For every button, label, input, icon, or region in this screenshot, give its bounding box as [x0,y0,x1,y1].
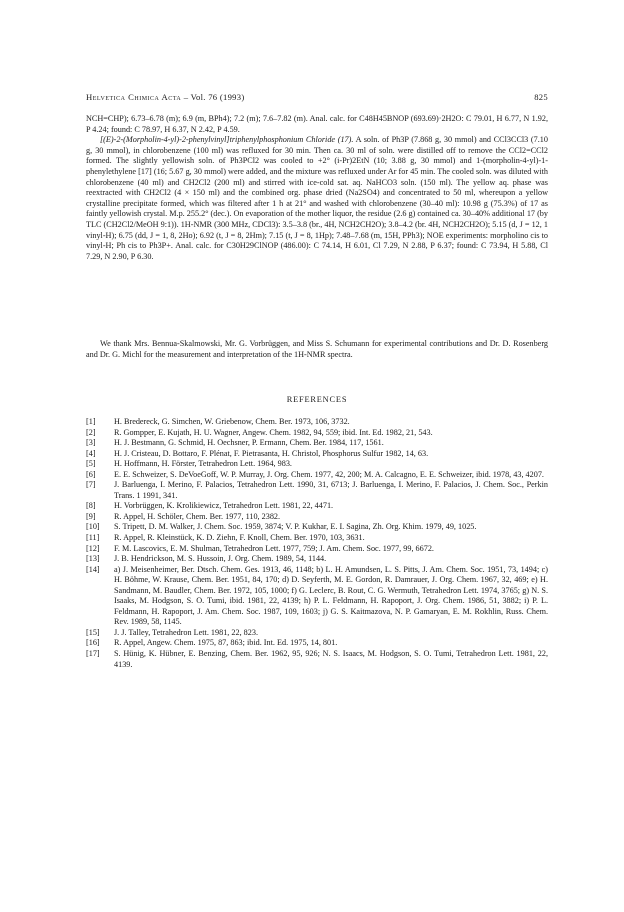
references-heading: REFERENCES [286,395,348,404]
reference-number: [17] [86,649,100,659]
reference-item [86,628,548,639]
reference-text: E. E. Schweizer, S. DeVoeGoff, W. P. Murray, J. Org. Chem. 1977, 42, 200; M. A. Calcagno, E. E. Schweizer, ibid. 1978, 43, 4207. [114,469,544,479]
reference-number: [15] [86,627,100,637]
reference-text: S. Hünig, K. Hübner, E. Benzing, Chem. Ber. 1962, 95, 926; N. S. Isaacs, M. Hodgson, S. O. Tumi, Tetrahedron Lett. 1981, 22, 4139. [114,649,548,669]
journal-name: Helvetica Chimica Acta [86,92,182,102]
reference-number: [12] [86,543,100,553]
reference-text: J. B. Hendrickson, M. S. Hussoin, J. Org. Chem. 1989, 54, 1144. [114,554,327,564]
reference-item [86,649,548,670]
reference-number: [14] [86,564,100,574]
reference-number: [3] [86,438,96,448]
reference-text: H. Bredereck, G. Simchen, W. Griebenow, Chem. Ber. 1973, 106, 3732. [114,417,350,426]
reference-number: [1] [86,417,96,426]
acknowledgement: We thank Mrs. Bennua-Skalmowski, Mr. G. Vorbrüggen, and Miss S. Schumann for experimental contributions and Dr. D. Rosenberg and Dr. G. Michl for the measurement and interpretation of the 1H-NMR spectra. [86,339,548,359]
reference-item [86,522,548,533]
analysis-continuation: NCH=CHP); 6.73–6.78 (m); 6.9 (m, BPh4); 7.2 (m); 7.6–7.82 (m). Anal. calc. for C48H45BNOP (693.69)·2H2O: C 79.01, H 6.77, N 1.92, P 4.24; found: C 78.97, H 6.37, N 2.42, P 4.59. [86,114,548,134]
references-list [86,417,548,670]
reference-item [86,512,548,523]
reference-number: [9] [86,511,96,521]
reference-text: R. Appel, R. Kleinstück, K. D. Ziehn, F. Knoll, Chem. Ber. 1970, 103, 3631. [114,533,365,543]
reference-item [86,428,548,439]
reference-text: R. Appel, H. Schöler, Chem. Ber. 1977, 110, 2382. [114,511,281,521]
reference-text: F. M. Lascovics, E. M. Shulman, Tetrahedron Lett. 1977, 759; J. Am. Chem. Soc. 1977, 99, 6672. [114,543,434,553]
reference-item [86,554,548,565]
reference-item [86,533,548,544]
reference-item [86,480,548,501]
reference-item [86,638,548,649]
reference-text: R. Appel, Angew. Chem. 1975, 87, 863; ibid. Int. Ed. 1975, 14, 801. [114,638,338,648]
reference-item [86,417,548,428]
compound-procedure [86,135,548,262]
reference-number: [5] [86,459,96,469]
reference-text: J. J. Talley, Tetrahedron Lett. 1981, 22, 823. [114,627,259,637]
reference-text: H. Hoffmann, H. Förster, Tetrahedron Lett. 1964, 983. [114,459,292,469]
reference-number: [2] [86,427,96,437]
procedure-text: A soln. of Ph3P (7.868 g, 30 mmol) and CCl3CCl3 (7.10 g, 30 mmol), in chlorobenzene (100 ml) was refluxed for 30 min. Then ca. 30 ml of soln. were distilled off to remove the CCl2=CCl2 formed. The slightly yellowish soln. of Ph3PCl2 was cooled to +2° (i-Pr)2EtN (10; 3.88 g, 30 mmol) and 1-(morpholin-4-yl)-1-phenylethylene [17] (16; 5.67 g, 30 mmol) were added, and the mixture was refluxed under Ar for 45 min. The cooled soln. was diluted with chlorobenzene (40 ml) and CH2Cl2 (200 ml) and stirred with ice-cold sat. aq. NaHCO3 soln. (150 ml). The yellow aq. phase was reextracted with CH2Cl2 (4 × 150 ml) and the combined org. phase dried (Na2SO4) and concentrated to 50 ml, whereupon a yellow crystalline precipitate formed, which was filtered after 1 h at 21° and washed with chlorobenzene (30–40 ml): 10.98 g (75.3%) of 17 as faintly yellowish crystal. M.p. 255.2° (dec.). On evaporation of the mother liquor, the residue (2.6 g) contained ca. 30–40% additional 17 (by TLC (CH2Cl2/MeOH 9:1)). 1H-NMR (300 MHz, CDCl3): 3.5–3.8 (br., 4H, NCH2CH2O); 3.8–4.2 (br. 4H, NCH2CH2O); 5.15 (d, J = 12, 1 vinyl-H); 6.75 (dd, J = 1, 8, 2Ho); 6.92 (t, J = 8, 2Hm); 7.15 (t, J = 8, 1Hp); 7.48–7.68 (m, 15H, PPh3); NOE experiments: morpholino cis to vinyl-H; Ph cis to Ph3P+. Anal. calc. for C30H29ClNOP (486.00): C 74.14, H 6.01, Cl 7.29, N 2.88, P 6.37; found: C 73.94, H 5.88, Cl 7.29, N 2.90, P 6.30. [86,135,548,261]
reference-text: J. Barluenga, I. Merino, F. Palacios, Tetrahedron Lett. 1990, 31, 6713; J. Barluenga, I. Merino, F. Palacios, J. Chem. Soc., Perkin Trans. 1 1991, 341. [114,480,548,500]
reference-number: [6] [86,469,96,479]
reference-text: H. Vorbrüggen, K. Krolikiewicz, Tetrahedron Lett. 1981, 22, 4471. [114,501,334,511]
reference-number: [16] [86,638,100,648]
reference-item [86,501,548,512]
experimental-section [86,114,548,262]
reference-text: H. J. Cristeau, D. Bottaro, F. Plénat, F. Pietrasanta, H. Christol, Phosphorus Sulfur 1982, 14, 63. [114,448,429,458]
compound-title: [(E)-2-(Morpholin-4-yl)-2-phenylvinyl]triphenylphosphonium Chloride (17). [100,135,354,145]
reference-number: [11] [86,533,100,543]
page-number: 825 [534,92,548,102]
reference-number: [4] [86,448,96,458]
reference-text: R. Gompper, E. Kujath, H. U. Wagner, Angew. Chem. 1982, 94, 559; ibid. Int. Ed. 1982, 21, 543. [114,427,433,437]
reference-text: a) J. Meisenheimer, Ber. Dtsch. Chem. Ges. 1913, 46, 1148; b) L. H. Amundsen, L. S. Pitts, J. Am. Chem. Soc. 1951, 73, 1494; c) H. Böhme, W. Krause, Chem. Ber. 1951, 84, 170; d) D. Seyferth, M. E. Gordon, R. Damrauer, J. Org. Chem. 1967, 32, 469; e) H. Sandmann, M. Baudler, Chem. Ber. 1972, 105, 1000; f) G. Leclerc, B. Rout, C. G. Wermuth, Tetrahedron Lett. 1974, 3765; g) N. S. Isaaks, M. Hodgson, S. O. Tumi, ibid. 1981, 22, 4139; h) P. L. Feldmann, H. Rapoport, J. Org. Chem. 1986, 51, 3882; i) P. L. Feldmann, H. Rapoport, J. Am. Chem. Soc. 1987, 109, 1603; j) G. S. Kaitmazova, N. P. Gamaryan, E. M. Rokhlin, Russ. Chem. Rev. 1989, 58, 1145. [114,564,548,627]
running-head [86,92,548,102]
reference-number: [7] [86,480,96,490]
reference-item [86,459,548,470]
reference-number: [8] [86,501,96,511]
reference-item [86,544,548,555]
reference-item [86,470,548,481]
reference-text: H. J. Bestmann, G. Schmid, H. Oechsner, P. Ermann, Chem. Ber. 1984, 117, 1561. [114,438,384,448]
reference-item [86,449,548,460]
reference-item [86,438,548,449]
volume-info: – Vol. 76 (1993) [183,92,245,102]
reference-text: S. Tripett, D. M. Walker, J. Chem. Soc. 1959, 3874; V. P. Kukhar, E. I. Sagina, Zh. Org. Khim. 1979, 49, 1025. [114,522,477,532]
reference-number: [13] [86,554,100,564]
reference-item [86,565,548,628]
reference-number: [10] [86,522,100,532]
